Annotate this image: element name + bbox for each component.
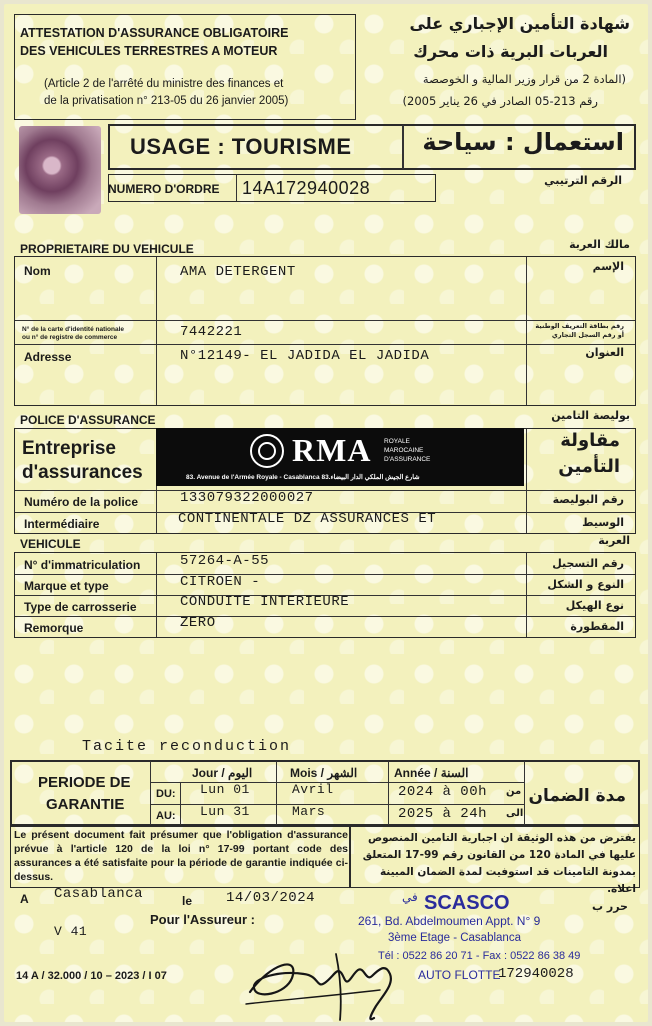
month-header: Mois / الشهر: [290, 766, 358, 780]
period-label-fr-line2: GARANTIE: [46, 796, 125, 813]
make-value: CITROEN -: [180, 574, 261, 590]
to-year: 2025 à 24h: [398, 806, 488, 822]
date-prefix: le: [182, 894, 193, 908]
for-insurer: Pour l'Assureur :: [150, 912, 255, 927]
usage-label-ar: استعمال : سياحة: [422, 128, 624, 156]
owner-id-label-ar-line1: رقم بطاقة التعريف الوطنية: [535, 322, 624, 330]
order-label-fr: NUMERO D'ORDRE: [108, 182, 220, 196]
trailer-value: ZERO: [180, 615, 216, 631]
stamp-name: SCASCO: [424, 892, 510, 914]
title-ar-line2: العربات البرية ذات محرك: [413, 42, 608, 61]
article-ar-line2: رقم 213-05 الصادر في 26 يناير 2005): [402, 94, 598, 108]
policy-section-fr: POLICE D'ASSURANCE: [20, 413, 156, 427]
body-value: CONDUITE INTERIEURE: [180, 594, 350, 610]
article-fr-line2: de la privatisation n° 213-05 du 26 janvier 2005): [44, 95, 289, 107]
signature-scribble-icon: [240, 934, 420, 1022]
to-label-ar: الى: [506, 808, 524, 819]
from-month: Avril: [292, 782, 334, 797]
registration-label-fr: N° d'immatriculation: [24, 558, 141, 572]
company-label-fr-line2: d'assurances: [22, 462, 143, 483]
owner-id-label-fr-line2: ou n° de registre de commerce: [22, 334, 118, 341]
owner-name-label-fr: Nom: [24, 264, 51, 278]
insurer-name: RMA: [292, 432, 372, 468]
from-day: Lun 01: [200, 782, 250, 797]
order-label-ar: الرقم الترتيبي: [544, 174, 622, 187]
to-month: Mars: [292, 804, 326, 819]
intermediary-label-ar: الوسيط: [582, 516, 624, 529]
policy-no-value: 133079322000027: [180, 490, 314, 506]
make-label-ar: النوع و الشكل: [547, 578, 624, 591]
owner-section-fr: PROPRIETAIRE DU VEHICULE: [20, 242, 194, 256]
intermediary-value: CONTINENTALE DZ ASSURANCES ET: [178, 511, 437, 527]
title-fr-line1: ATTESTATION D'ASSURANCE OBLIGATOIRE: [20, 26, 289, 40]
owner-name-label-ar: الإسم: [592, 260, 624, 273]
day-header: Jour / اليوم: [192, 766, 253, 780]
intermediary-label-fr: Intermédiaire: [24, 517, 100, 531]
to-label: AU:: [156, 810, 176, 822]
stamp-line2: 3ème Etage - Casablanca: [388, 932, 521, 944]
trailer-label-fr: Remorque: [24, 621, 84, 635]
notice-ar: يفترض من هذه الوثيقة ان اجبارية التامين المنصوص عليها في المادة 120 من القانون رقم 99-17 المتعلق بمدونة التامينات قد استوفيت لمدة الضمان المبينة اعلاه.: [362, 832, 636, 895]
stamp-line3: Tél : 0522 86 20 71 - Fax : 0522 86 38 49: [378, 950, 581, 962]
usage-label-fr: USAGE : TOURISME: [130, 134, 352, 159]
hologram-seal: [19, 126, 101, 214]
policy-section-ar: بوليصة التامين: [551, 409, 630, 422]
owner-address-value: N°12149- EL JADIDA EL JADIDA: [180, 348, 430, 364]
owner-address-label-ar: العنوان: [585, 346, 624, 359]
order-number: 14A172940028: [242, 178, 371, 198]
period-label-ar: مدة الضمان: [528, 786, 626, 806]
company-label-fr-line1: Entreprise: [22, 438, 116, 459]
owner-id-label-ar-line2: أو رقم السجل التجاري: [551, 331, 624, 339]
trailer-label-ar: المقطورة: [570, 620, 624, 633]
registration-value: 57264-A-55: [180, 553, 270, 569]
stamp-line1: 261, Bd. Abdelmoumen Appt. N° 9: [358, 914, 541, 928]
tacite-reconduction: Tacite reconduction: [82, 738, 292, 755]
period-label-fr-line1: PERIODE DE: [38, 774, 131, 791]
version: V 41: [54, 924, 88, 939]
insurer-address: 83. Avenue de l'Armée Royale - Casablanca 83.شارع الجيش الملكي الدار البيضاء: [186, 474, 420, 481]
from-year: 2024 à 00h: [398, 784, 488, 800]
owner-name-value: AMA DETERGENT: [180, 264, 296, 280]
owner-address-label-fr: Adresse: [24, 350, 72, 364]
vehicle-section-ar: العربة: [598, 534, 630, 547]
stamp-number: 172940028: [498, 966, 574, 982]
from-label-ar: من: [506, 786, 522, 797]
insurer-sub-line3: D'ASSURANCE: [384, 456, 431, 463]
policy-no-label-ar: رقم البوليصة: [552, 493, 624, 506]
lion-emblem-icon: [250, 434, 284, 468]
stamp-line4: AUTO FLOTTE: [418, 968, 501, 982]
make-label-fr: Marque et type: [24, 579, 109, 593]
title-fr-line2: DES VEHICULES TERRESTRES A MOTEUR: [20, 44, 278, 58]
notice-fr: Le présent document fait présumer que l'obligation d'assurance prévue à l'article 120 de la loi n° 17-99 portant code des assurances a été satisfaite pour la période de garantie indiquée ci-dessus.: [14, 829, 348, 883]
insurer-sub-line2: MAROCAINE: [384, 447, 424, 454]
policy-no-label-fr: Numéro de la police: [24, 495, 139, 509]
year-header: Année / السنة: [394, 766, 469, 780]
article-ar-line1: (المادة 2 من قرار وزير المالية و الخوصصة: [422, 72, 626, 86]
insurance-certificate: [4, 4, 648, 1022]
insurer-sub-line1: ROYALE: [384, 438, 410, 445]
vehicle-section-fr: VEHICULE: [20, 537, 81, 551]
title-ar-line1: شهادة التأمين الإجباري على: [409, 14, 630, 33]
owner-section-ar: مالك العربة: [569, 238, 630, 251]
form-code: 14 A / 32.000 / 10 – 2023 / I 07: [16, 970, 167, 982]
date-value: 14/03/2024: [226, 890, 316, 906]
place-value: Casablanca: [54, 886, 144, 902]
company-label-ar-line2: التأمين: [558, 456, 620, 477]
body-label-fr: Type de carrosserie: [24, 600, 137, 614]
place-prefix: A: [20, 892, 29, 906]
to-day: Lun 31: [200, 804, 250, 819]
stamp-in-ar: في: [402, 890, 418, 904]
body-label-ar: نوع الهيكل: [565, 599, 624, 612]
from-label: DU:: [156, 788, 176, 800]
owner-id-label-fr-line1: N° de la carte d'identité nationale: [22, 326, 125, 333]
insurer-banner: [156, 428, 524, 486]
article-fr-line1: (Article 2 de l'arrêté du ministre des finances et: [44, 78, 284, 90]
issued-ar: حرر ب: [592, 900, 628, 913]
company-label-ar-line1: مقاولة: [560, 430, 620, 451]
owner-id-value: 7442221: [180, 324, 243, 340]
registration-label-ar: رقم التسجيل: [552, 557, 624, 570]
